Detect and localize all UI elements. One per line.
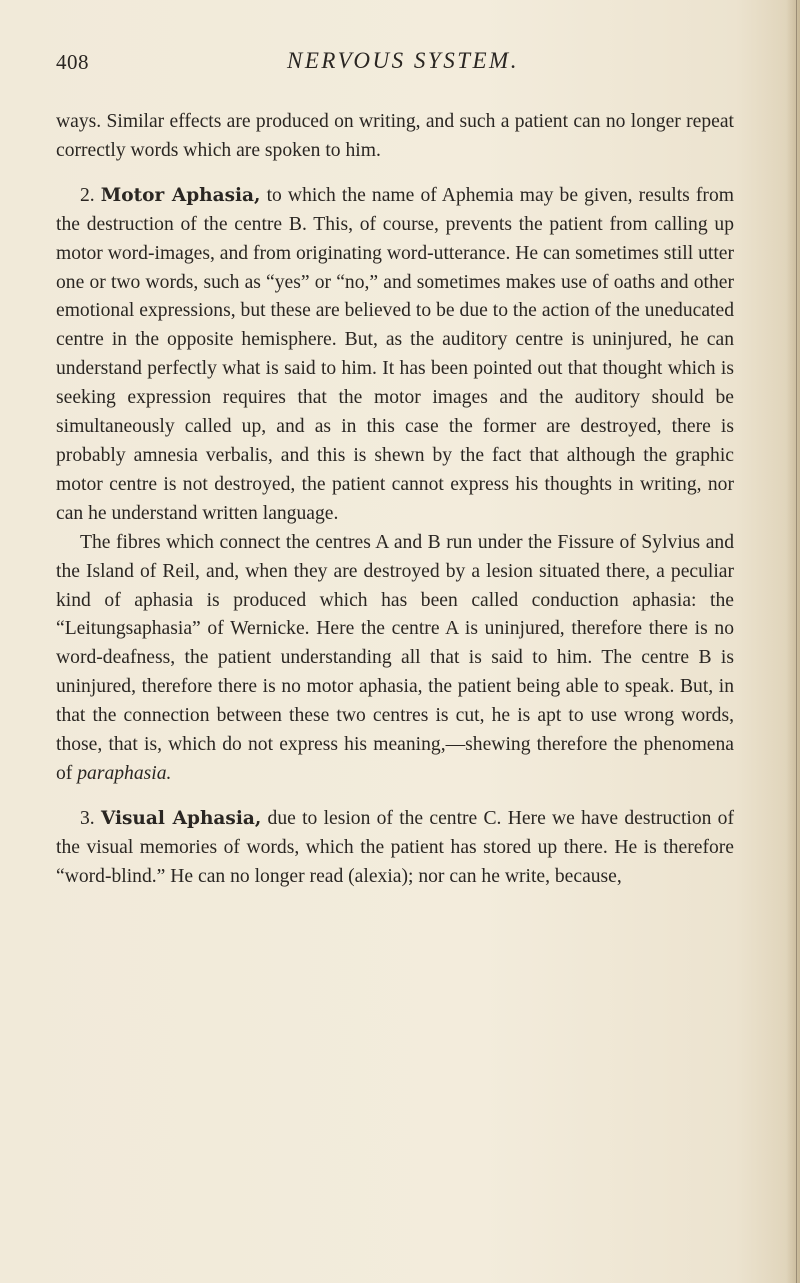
paragraph-text: due to lesion of the centre C. Here we have destruction of the visual memories of words, which the patient has stored up there. He is therefore “word-blind.” He can no longer read (alexia); nor can he write, because, bbox=[56, 807, 734, 887]
paragraph-text: The fibres which connect the centres A and B run under the Fissure of Sylvius and the Island of Reil, and, when they are destroyed by a lesion situated there, a peculiar kind of aphasia is produced which has been called conduction aphasia: the “Leitungsaphasia” of Wernicke. Here the centre A is uninjured, therefore there is no word-deafness, the patient understanding all that is said to him. The centre B is uninjured, therefore there is no motor aphasia, the patient being able to speak. But, in that the connection between these two centres is cut, he is apt to use wrong words, those, that is, which do not express his meaning,—shewing therefore the phenomena of bbox=[56, 531, 734, 784]
section-heading-visual-aphasia: Visual Aphasia, bbox=[100, 807, 262, 829]
section-number: 2. bbox=[80, 184, 101, 206]
paragraph-visual-aphasia bbox=[56, 805, 734, 892]
page-number: 408 bbox=[56, 50, 89, 74]
running-head: NERVOUS SYSTEM. bbox=[287, 48, 519, 73]
paragraph-continuation bbox=[56, 108, 734, 166]
section-heading-motor-aphasia: Motor Aphasia, bbox=[100, 184, 261, 206]
page-edge-line bbox=[796, 0, 797, 1283]
page-edge-shadow bbox=[786, 0, 800, 1283]
page-header bbox=[56, 44, 750, 80]
paragraph-text: ways. Similar effects are produced on writing, and such a patient can no longer repeat correctly words which are spoken to him. bbox=[56, 111, 734, 161]
section-number: 3. bbox=[80, 807, 101, 829]
italic-term-paraphasia: paraphasia. bbox=[77, 762, 172, 784]
body-text bbox=[56, 108, 734, 892]
paragraph-motor-aphasia bbox=[56, 182, 734, 529]
paragraph-text: to which the name of Aphemia may be given, results from the destruction of the centre B. This, of course, prevents the patient from calling up motor word-images, and from originating word-utterance. He can sometimes still utter one or two words, such as “yes” or “no,” and sometimes makes use of oaths and other emotional expressions, but these are believed to be due to the action of the uneducated centre in the opposite hemisphere. But, as the auditory centre is uninjured, he can understand perfectly what is said to him. It has been pointed out that thought which is seeking expression requires that the motor images and the auditory should be simultaneously called up, and as in this case the former are destroyed, there is probably amnesia verbalis, and this is shewn by the fact that although the graphic motor centre is not destroyed, the patient cannot express his thoughts in writing, nor can he understand written language. bbox=[56, 184, 734, 524]
paragraph-conduction-aphasia bbox=[56, 529, 734, 789]
